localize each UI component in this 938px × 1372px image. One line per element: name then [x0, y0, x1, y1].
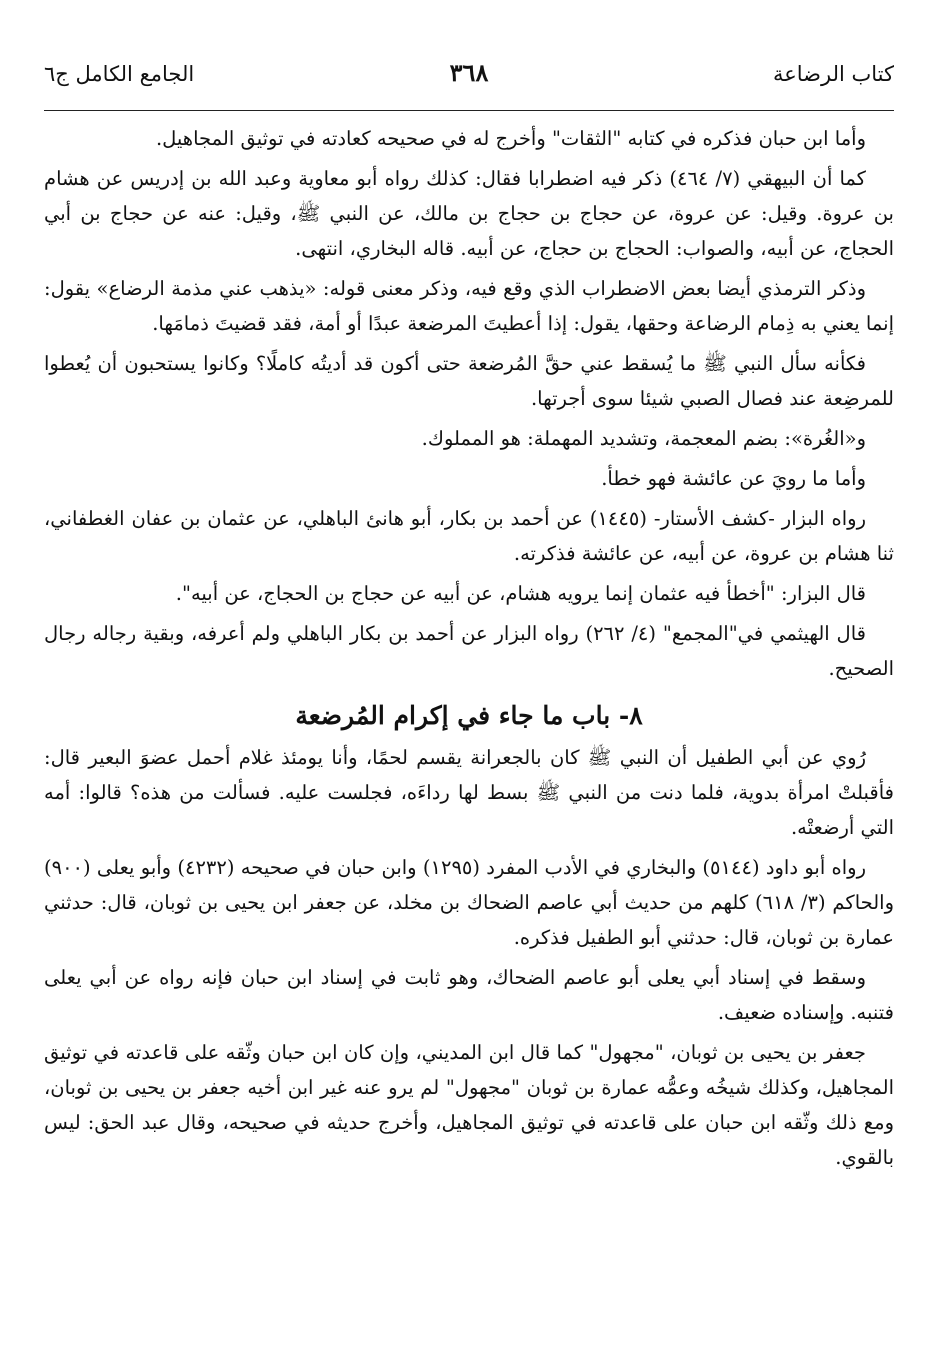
page-header	[44, 52, 894, 111]
paragraph: وأما ابن حبان فذكره في كتابه "الثقات" وأخرج له في صحيحه كعادته في توثيق المجاهيل.	[155, 127, 866, 150]
page-number: ٣٦٨	[449, 58, 489, 87]
paragraph: و«الغُرة»: بضم المعجمة، وتشديد المهملة: هو المملوك.	[421, 427, 866, 450]
paragraph: قال الهيثمي في"المجمع" (٤/ ٢٦٢) رواه البزار عن أحمد بن بكار الباهلي ولم أعرفه، وبقية رجاله رجال الصحيح.	[44, 622, 894, 680]
paragraph: وسقط في إسناد أبي يعلى أبو عاصم الضحاك، وهو ثابت في إسناد ابن حبان فإنه رواه عن أبي يعلى فتنبه. وإسناده ضعيف.	[44, 966, 894, 1024]
paragraph: جعفر بن يحيى بن ثوبان، "مجهول" كما قال ابن المديني، وإن كان ابن حبان وثّقه على قاعدته في توثيق المجاهيل، وكذلك شيخُه وعمُّه عمارة بن ثوبان "مجهول" لم يرو عنه غير ابن أخيه جعفر بن يحيى بن ثوبان، ومع ذلك وثّقه ابن حبان على قاعدته في توثيق المجاهيل، وأخرج حديثه في صحيحه، وقال عبد الحق: ليس بالقوي.	[44, 1041, 894, 1169]
paragraph: فكأنه سأل النبي ﷺ ما يُسقط عني حقَّ المُرضعة حتى أكون قد أديتُه كاملًا؟ وكانوا يستحبون أن يُعطوا للمرضِعة عند فصال الصبي شيئا سوى أجرتها.	[44, 352, 894, 410]
paragraph: كما أن البيهقي (٧/ ٤٦٤) ذكر فيه اضطرابا فقال: كذلك رواه أبو معاوية وعبد الله بن إدريس عن هشام بن عروة. وقيل: عن عروة، عن حجاج بن حجاج بن مالك، عن النبي ﷺ، وقيل: عنه عن حجاج بن أبي الحجاج، عن أبيه، والصواب: الحجاج بن حجاج، عن أبيه. قاله البخاري، انتهى.	[44, 167, 894, 260]
section-heading: ٨- باب ما جاء في إكرام المُرضعة	[295, 701, 643, 730]
volume-label: الجامع الكامل ج٦	[44, 62, 195, 86]
paragraph: رُوي عن أبي الطفيل أن النبي ﷺ كان بالجعرانة يقسم لحمًا، وأنا يومئذ غلام أحمل عضوَ البعير قال: فأقبلتْ امرأة بدوية، فلما دنت من النبي ﷺ بسط لها رداءَه، فجلست عليه. فسألت من هذه؟ قالوا: أمه التي أرضعتْه.	[44, 746, 894, 839]
page-content	[44, 111, 894, 1175]
book-title: كتاب الرضاعة	[772, 62, 894, 86]
paragraph: رواه أبو داود (٥١٤٤) والبخاري في الأدب المفرد (١٢٩٥) وابن حبان في صحيحه (٤٢٣٢) وأبو يعلى (٩٠٠) والحاكم (٣/ ٦١٨) كلهم من حديث أبي عاصم الضحاك بن مخلد، عن جعفر ابن يحيى بن ثوبان، قال: حدثني عمارة بن ثوبان، قال: حدثني أبو الطفيل فذكره.	[44, 856, 895, 949]
paragraph: وأما ما رويَ عن عائشة فهو خطأ.	[601, 467, 866, 490]
paragraph: رواه البزار -كشف الأستار- (١٤٤٥) عن أحمد بن بكار، أبو هانئ الباهلي، عن عثمان بن عفان الغطفاني، ثنا هشام بن عروة، عن أبيه، عن عائشة فذكرته.	[44, 507, 894, 565]
paragraph: وذكر الترمذي أيضا بعض الاضطراب الذي وقع فيه، وذكر معنى قوله: «يذهب عني مذمة الرضاع» يقول: إنما يعني به ذِمام الرضاعة وحقها، يقول: إذا أعطيتَ المرضعة عبدًا أو أمة، فقد قضيتَ ذمامَها.	[44, 277, 894, 335]
paragraph: قال البزار: "أخطأ فيه عثمان إنما يرويه هشام، عن أبيه عن حجاج بن الحجاج، عن أبيه".	[175, 582, 866, 605]
